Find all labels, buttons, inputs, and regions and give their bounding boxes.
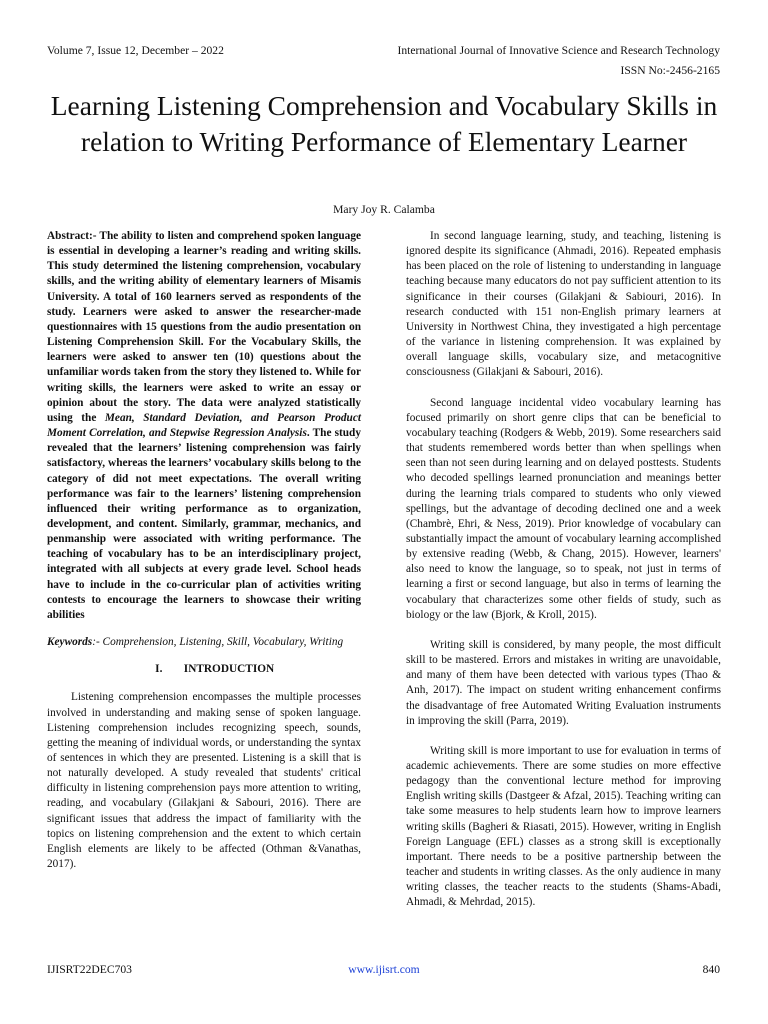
section-title: INTRODUCTION: [183, 663, 275, 676]
abstract-text-1: The ability to listen and comprehend spoken language is essential in developing a learner’s reading and writing skills. This study determined the listening comprehension, vocabulary skills, and the writing ability of elementary learners of Misamis University. A total of 160 learners served as respondents of the study. Learners were asked to answer the researcher-made questionnaires with 15 questions from the audio presentation on Listening Comprehension Skill. For the Vocabulary Skills, the learners were asked to answer ten (10) questions about the unfamiliar words taken from the story they listened to. While for writing skills, the learners were asked to write an essay or opinion about the story. The data were analyzed statistically using the: [47, 230, 361, 424]
page-number: 840: [702, 963, 720, 976]
left-column: [47, 229, 361, 872]
keywords: [47, 635, 361, 650]
paper-title: Learning Listening Comprehension and Vocabulary Skills in relation to Writing Performance of Elementary Learner: [50, 90, 718, 157]
volume-issue: Volume 7, Issue 12, December – 2022: [47, 44, 224, 57]
journal-name: International Journal of Innovative Science and Research Technology: [397, 44, 720, 57]
intro-paragraph: Listening comprehension encompasses the multiple processes involved in understanding and making sense of spoken language. Listening comprehension includes recognizing speech, sounds, getting the meaning of individual words, or understanding the syntax of sentences in which they are presented. Listening is a skill that is not naturally developed. A study revealed that students' critical difficulty in listening comprehension pays more attention to writing, reading, and vocabulary (Gilakjani & Sabouri, 2016). There are significant issues that address the impact of familiarity with the topics on listening comprehension and the extent to which certain English elements are likely to be affected (Othman &Vanathas, 2017).: [47, 691, 361, 871]
paragraph: Writing skill is considered, by many people, the most difficult skill to be mastered. Errors and mistakes in writing are unavoidable, and many of them have been detected with various types (Thao & Anh, 2017). The impact on student writing enhancement confirms the disadvantage of free Automated Writing Evaluation instruments in improving the skill (Parra, 2019).: [406, 638, 721, 727]
abstract-label: Abstract:-: [47, 230, 97, 242]
paragraph: In second language learning, study, and teaching, listening is ignored despite its significance (Ahmadi, 2016). Repeated emphasis has been placed on the role of listening to understanding in language teaching because many educators do not pay sufficient attention to its significance in their courses (Gilakjani & Sabiouri, 2016). In research conducted with 151 non-English primary learners at University in Northwest China, they investigated a high percentage of the variance in listening comprehension. It was explained by overall language skills, vocabulary size, and metacognitive consciousness (Gilakjani & Sabouri, 2016).: [406, 230, 721, 379]
issn: ISSN No:-2456-2165: [620, 64, 720, 77]
keywords-list: :- Comprehension, Listening, Skill, Vocabulary, Writing: [92, 636, 344, 649]
section-heading: [47, 662, 361, 677]
abstract: [47, 229, 361, 623]
abstract-text-2: . The study revealed that the learners’ listening comprehension was fairly satisfactory, whereas the learners’ vocabulary skills belong to the category of did not meet expectations. The overall writing performance was fair to the learners’ listening comprehension influenced their writing performance as to organization, development, and content. Similarly, grammar, mechanics, and penmanship were associated with writing performance. The teaching of vocabulary has to be an interdisciplinary project, integrated with all subjects at every grade level. School heads have to include in the co-curricular plan of activities writing contests to encourage the learners to showcase their writing abilities: [47, 427, 361, 621]
journal-url-link[interactable]: www.ijisrt.com: [348, 963, 420, 976]
article-code: IJISRT22DEC703: [47, 963, 132, 976]
author-name: Mary Joy R. Calamba: [333, 203, 435, 216]
section-number: I.: [155, 663, 163, 676]
paragraph: Second language incidental video vocabulary learning has focused primarily on short genre clips that can be beneficial to vocabulary teaching (Rodgers & Webb, 2019). Some researchers said that students remembered words better than when spellings when seen than not seen during learning and on delayed posttests. Students who decoded spellings learned pronunciation and meanings better during the learning trials compared to students who only viewed spellings, but the advantage of decoding declined one and a week (Chambrè, Ehri, & Ness, 2019). Prior knowledge of vocabulary can substantially impact the amount of vocabulary learning accomplished by extensive reading (Webb, & Chang, 2015). However, learners' also need to know the language, so to speak, not just in terms of learning a first or second language, but also in terms of learning the vocabulary that characterizes some other fields of study, such as biology or the law (Bjork, & Kroll, 2015).: [406, 396, 721, 621]
abstract-methods: Mean, Standard Deviation, and Pearson Product Moment Correlation, and Stepwise Regression Analysis: [47, 411, 361, 440]
footer-url-wrap: [0, 963, 768, 976]
right-column: [406, 229, 721, 911]
keywords-label: Keywords: [47, 636, 93, 649]
paragraph: Writing skill is more important to use for evaluation in terms of academic achievements. There are some studies on more effective pedagogy than the conventional lecture method for improving English writing skills (Dastgeer & Afzal, 2015). Teaching writing can take some measures to help students learn how to improve learners writing skills (Bagheri & Riasati, 2015). However, writing in English Foreign Language (EFL) classes as a strong skill is exceptionally important. There needs to be a positive partnership between the teacher and students in writing classes. As the only audience in many writing classes, the teacher reacts to the students (Shams-Abadi, Ahmadi, & Mehrdad, 2015).: [406, 744, 721, 909]
